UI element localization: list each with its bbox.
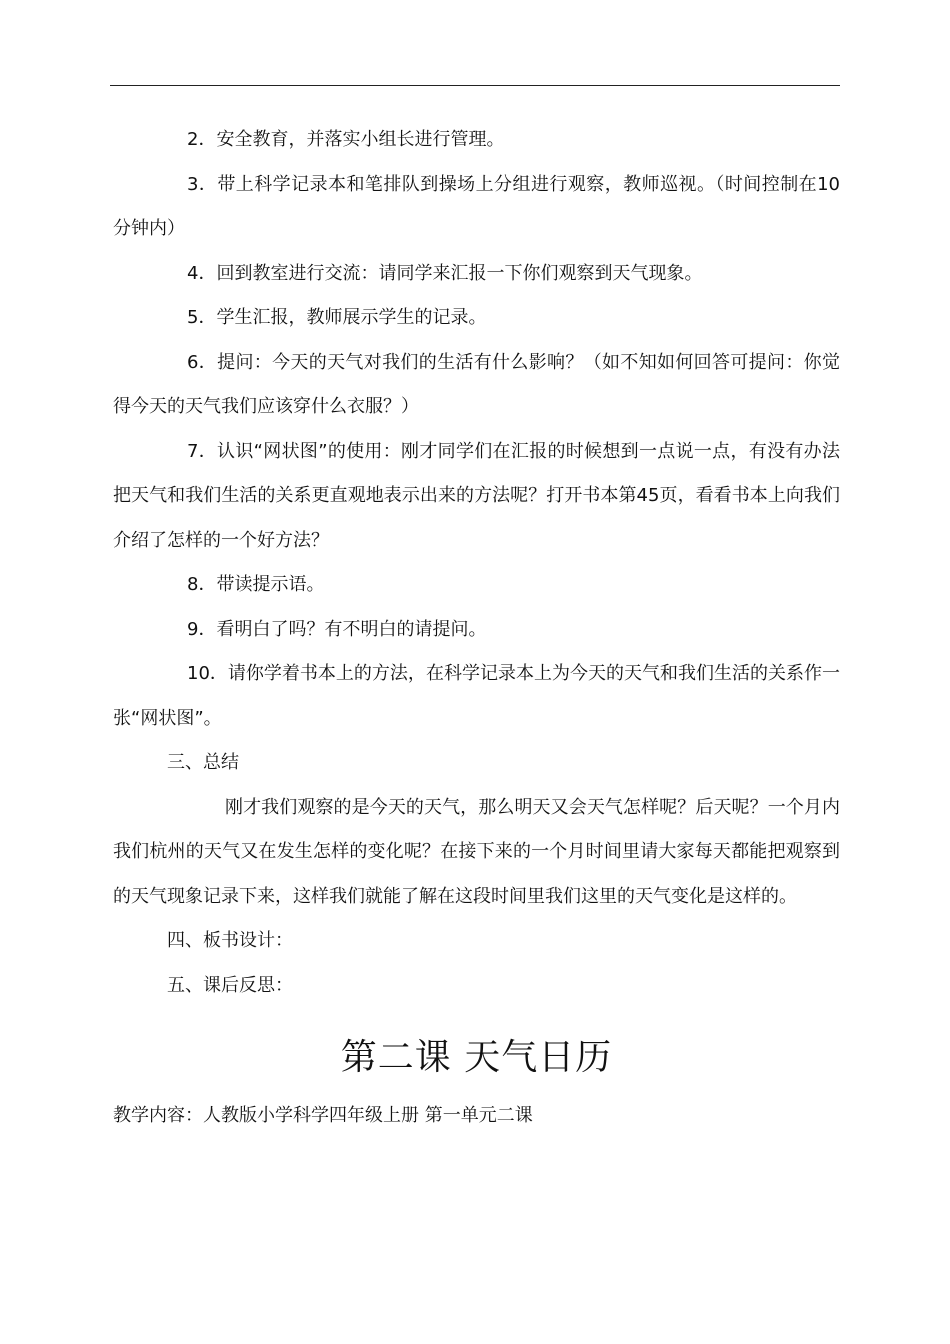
- step-3-paragraph: 3．带上科学记录本和笔排队到操场上分组进行观察，教师巡视。（时间控制在10分钟内）: [113, 173, 840, 239]
- summary-paragraph: 刚才我们观察的是今天的天气，那么明天又会天气怎样呢？后天呢？一个月内我们杭州的天气又在发生怎样的变化呢？在接下来的一个月时间里请大家每天都能把观察到的天气现象记录下来，这样我们就能了解在这段时间里我们这里的天气变化是这样的。: [113, 796, 840, 907]
- teaching-content-line: 教学内容：人教版小学科学四年级上册 第一单元二课: [113, 1105, 533, 1126]
- section-board-design-heading: 四、板书设计：: [167, 930, 293, 951]
- step-4-paragraph: 4．回到教室进行交流：请同学来汇报一下你们观察到天气现象。: [187, 262, 703, 284]
- section-reflection-heading: 五、课后反思：: [167, 974, 293, 996]
- step-10-paragraph: 10．请你学着书本上的方法，在科学记录本上为今天的天气和我们生活的关系作一张“网状图”。: [113, 663, 840, 729]
- section-summary-heading: 三、总结: [167, 752, 239, 773]
- step-5-paragraph: 5．学生汇报，教师展示学生的记录。: [187, 307, 487, 328]
- header-rule: [110, 85, 840, 86]
- step-8-paragraph: 8．带读提示语。: [187, 574, 325, 595]
- step-7-paragraph: 7．认识“网状图”的使用：刚才同学们在汇报的时候想到一点说一点，有没有办法把天气和我们生活的关系更直观地表示出来的方法呢？打开书本第45页，看看书本上向我们介绍了怎样的一个好方法？: [113, 440, 840, 551]
- step-2-paragraph: 2．安全教育，并落实小组长进行管理。: [187, 129, 505, 150]
- step-6-paragraph: 6．提问：今天的天气对我们的生活有什么影响？（如不知如何回答可提问：你觉得今天的天气我们应该穿什么衣服？）: [113, 351, 840, 417]
- document-body: [113, 118, 840, 1139]
- step-9-paragraph: 9．看明白了吗？有不明白的请提问。: [187, 618, 487, 640]
- lesson-title: 第二课 天气日历: [340, 1037, 613, 1078]
